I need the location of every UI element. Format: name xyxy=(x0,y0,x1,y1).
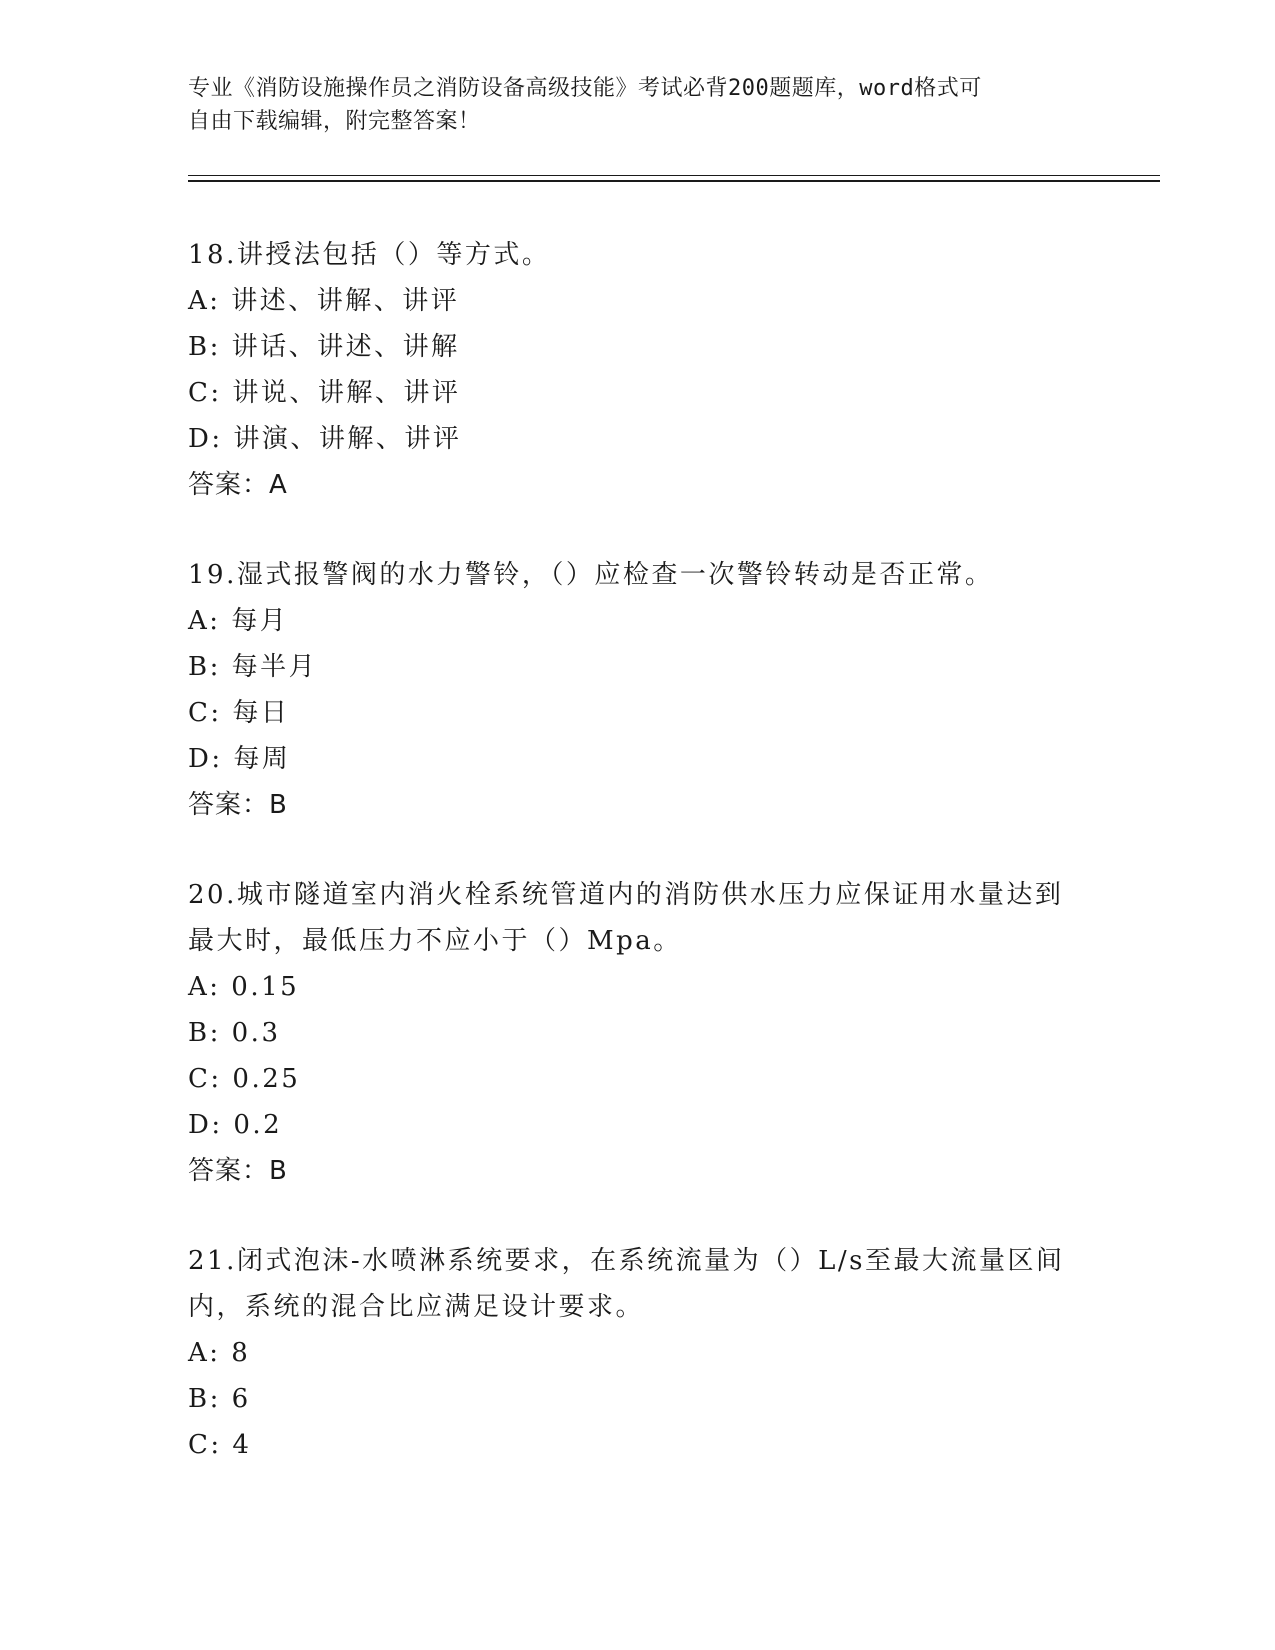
question-list xyxy=(188,232,1088,1512)
option-c: C: 每日 xyxy=(188,698,290,728)
option-c: C: 讲说、讲解、讲评 xyxy=(188,378,461,408)
answer: 答案：B xyxy=(188,1156,288,1186)
option-b: B: 0.3 xyxy=(188,1018,281,1048)
option-b: B: 6 xyxy=(188,1384,251,1414)
option-a: A: 每月 xyxy=(188,606,289,636)
question-18 xyxy=(188,232,1088,508)
question-stem: 21.闭式泡沫-水喷淋系统要求，在系统流量为（）L/s至最大流量区间内，系统的混合比应满足设计要求。 xyxy=(188,1246,1065,1322)
question-stem: 20.城市隧道室内消火栓系统管道内的消防供水压力应保证用水量达到最大时，最低压力不应小于（）Mpa。 xyxy=(188,880,1064,956)
answer: 答案：B xyxy=(188,790,288,820)
option-a: A: 0.15 xyxy=(188,972,300,1002)
option-a: A: 8 xyxy=(188,1338,251,1368)
option-b: B: 讲话、讲述、讲解 xyxy=(188,332,460,362)
question-stem: 19.湿式报警阀的水力警铃，（）应检查一次警铃转动是否正常。 xyxy=(188,560,994,590)
question-21 xyxy=(188,1238,1088,1468)
header-line-2: 自由下载编辑，附完整答案！ xyxy=(188,109,481,134)
document-header xyxy=(188,72,1088,138)
question-19 xyxy=(188,552,1088,828)
option-b: B: 每半月 xyxy=(188,652,318,682)
header-line-1: 专业《消防设施操作员之消防设备高级技能》考试必背200题题库，word格式可 xyxy=(188,76,982,101)
option-d: D: 0.2 xyxy=(188,1110,283,1140)
header-divider-thin xyxy=(188,175,1160,176)
option-a: A: 讲述、讲解、讲评 xyxy=(188,286,460,316)
option-c: C: 4 xyxy=(188,1430,252,1460)
answer: 答案：A xyxy=(188,470,288,500)
header-divider-thick xyxy=(188,180,1160,182)
question-stem: 18.讲授法包括（）等方式。 xyxy=(188,240,551,270)
option-d: D: 每周 xyxy=(188,744,291,774)
option-d: D: 讲演、讲解、讲评 xyxy=(188,424,462,454)
question-20 xyxy=(188,872,1088,1194)
option-c: C: 0.25 xyxy=(188,1064,301,1094)
